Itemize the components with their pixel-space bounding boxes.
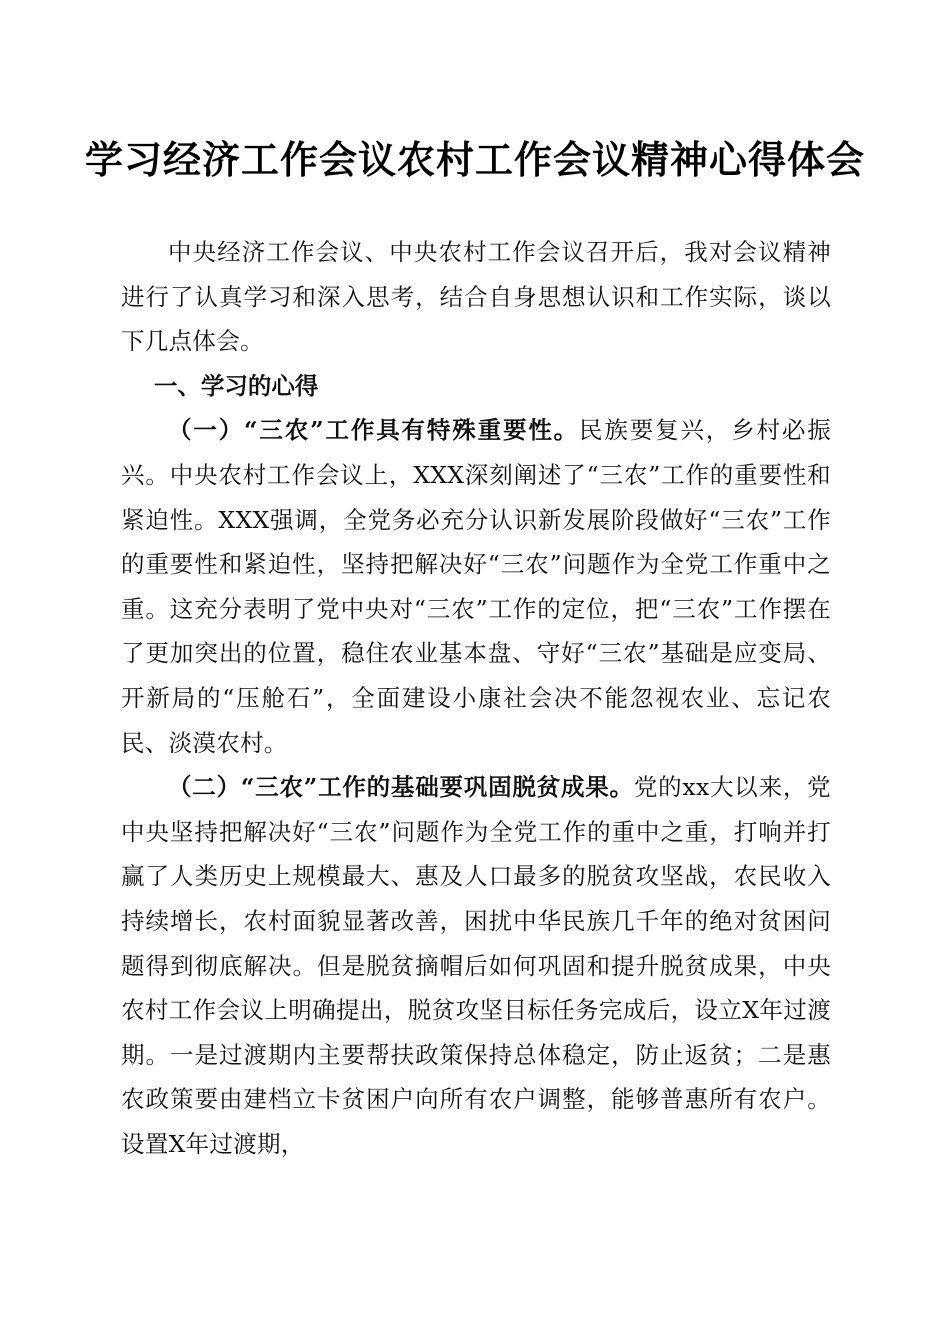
paragraph-item-1-text: 民族要复兴，乡村必振兴。中央农村工作会议上，XXX深刻阐述了“三农”工作的重要性和紧迫性。XXX强调，全党务必充分认识新发展阶段做好“三农”工作的重要性和紧迫性，坚持把解决好“三农”问题作为全党工作重中之重。这充分表明了党中央对“三农”工作的定位，把“三农”工作摆在了更加突出的位置，稳住农业基本盘、守好“三农”基础是应变局、开新局的“压舱石”，全面建设小康社会决不能忽视农业、忘记农民、淡漠农村。 (121, 416, 832, 757)
paragraph-item-1 (121, 408, 831, 765)
section-heading: 一、学习的心得 (153, 371, 319, 400)
paragraph-item-1-lead: （一）“三农”工作具有特殊重要性。 (168, 416, 580, 445)
document-body (121, 230, 831, 1166)
intro-paragraph: 中央经济工作会议、中央农村工作会议召开后，我对会议精神进行了认真学习和深入思考，结合自身思想认识和工作实际，谈以下几点体会。 (121, 238, 831, 356)
document-title: 学习经济工作会议农村工作会议精神心得体会 (84, 137, 865, 182)
paragraph-item-2-text: 党的xx大以来，党中央坚持把解决好“三农”问题作为全党工作的重中之重，打响并打赢了人类历史上规模最大、惠及人口最多的脱贫攻坚战，农民收入持续增长，农村面貌显著改善，困扰中华民族几千年的绝对贫困问题得到彻底解决。但是脱贫摘帽后如何巩固和提升脱贫成果，中央农村工作会议上明确提出，脱贫攻坚目标任务完成后，设立X年过渡期。一是过渡期内主要帮扶政策保持总体稳定，防止返贫；二是惠农政策要由建档立卡贫困户向所有农户调整，能够普惠所有农户。设置X年过渡期， (121, 773, 831, 1158)
paragraph-item-2 (121, 765, 831, 1166)
paragraph-item-2-lead: （二）“三农”工作的基础要巩固脱贫成果。 (168, 773, 634, 802)
